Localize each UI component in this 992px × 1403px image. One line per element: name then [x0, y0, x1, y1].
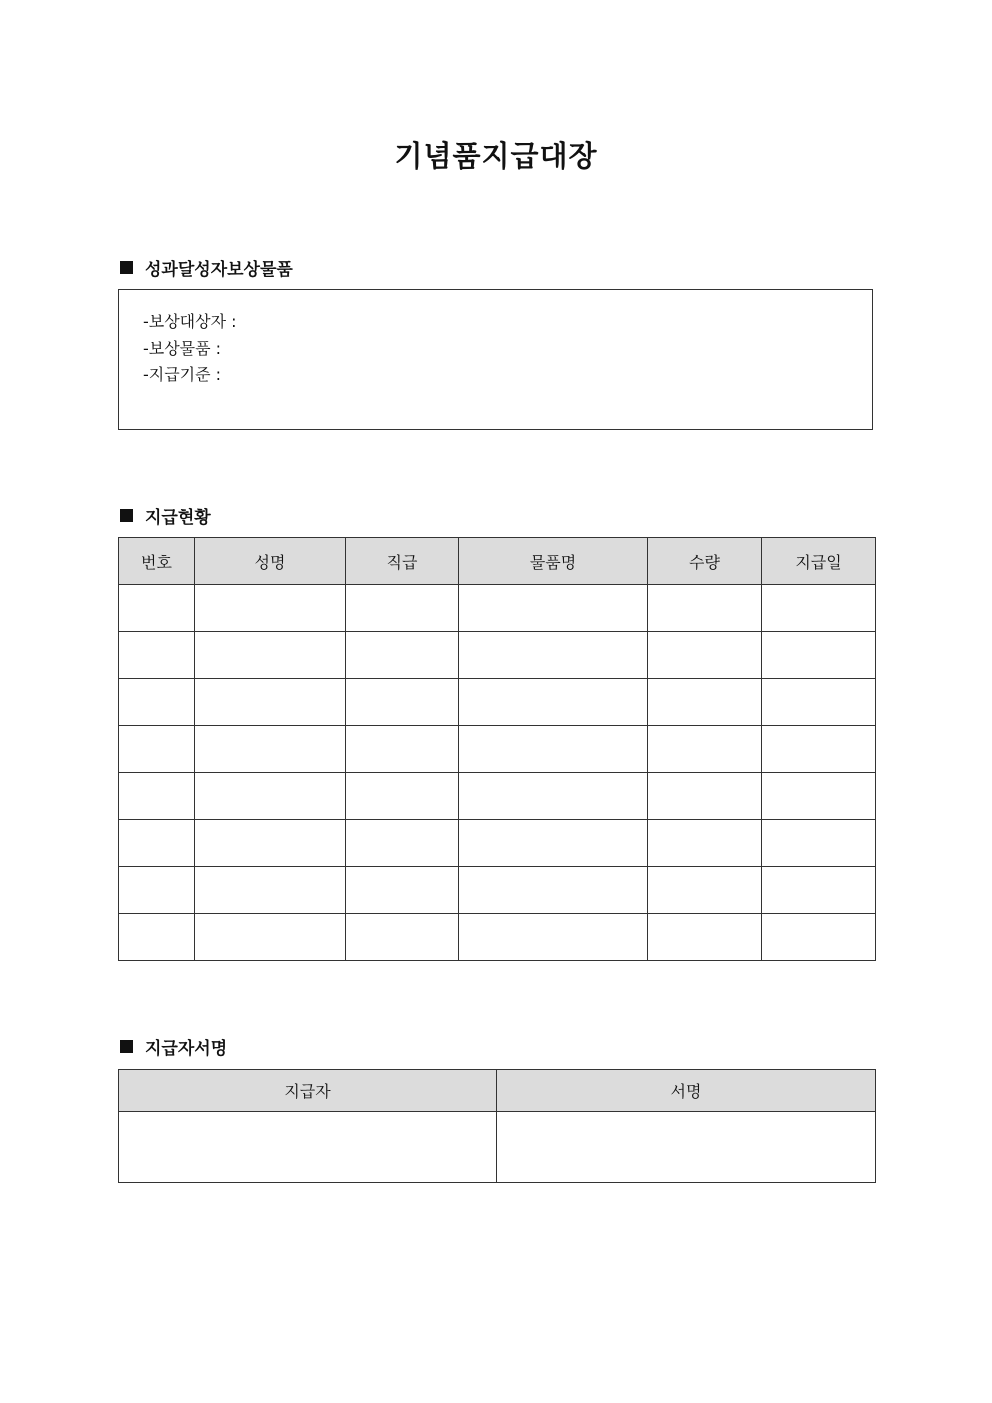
table-header-row: [119, 538, 876, 585]
table-cell[interactable]: [195, 585, 346, 632]
table-row: [119, 1112, 876, 1183]
section-heading-label: 지급자서명: [145, 1039, 228, 1059]
col-header-date: 지급일: [762, 538, 876, 585]
col-header-payer: 지급자: [119, 1070, 497, 1112]
table-cell[interactable]: [195, 820, 346, 867]
col-header-position: 직급: [346, 538, 459, 585]
table-cell[interactable]: [119, 726, 195, 773]
table-cell[interactable]: [648, 867, 762, 914]
table-cell[interactable]: [459, 679, 648, 726]
table-cell[interactable]: [346, 867, 459, 914]
table-header-row: [119, 1070, 876, 1112]
table-cell[interactable]: [459, 773, 648, 820]
reward-info-box: [118, 289, 873, 430]
table-cell[interactable]: [195, 773, 346, 820]
table-cell[interactable]: [762, 820, 876, 867]
signature-table: [118, 1069, 876, 1183]
col-header-quantity: 수량: [648, 538, 762, 585]
table-cell[interactable]: [119, 820, 195, 867]
table-cell[interactable]: [346, 679, 459, 726]
section-heading-status: [120, 503, 211, 528]
table-cell[interactable]: [497, 1112, 876, 1183]
section-heading-signature: [120, 1034, 227, 1059]
table-row: [119, 773, 876, 820]
table-cell[interactable]: [762, 773, 876, 820]
table-row: [119, 914, 876, 961]
table-cell[interactable]: [459, 867, 648, 914]
square-bullet-icon: [120, 1040, 133, 1053]
table-row: [119, 585, 876, 632]
table-cell[interactable]: [346, 914, 459, 961]
col-header-name: 성명: [195, 538, 346, 585]
table-cell[interactable]: [459, 585, 648, 632]
table-cell[interactable]: [648, 679, 762, 726]
col-header-item-name: 물품명: [459, 538, 648, 585]
table-cell[interactable]: [762, 867, 876, 914]
table-cell[interactable]: [119, 914, 195, 961]
table-cell[interactable]: [195, 679, 346, 726]
table-cell[interactable]: [459, 914, 648, 961]
table-cell[interactable]: [648, 914, 762, 961]
section-heading-label: 성과달성자보상물품: [145, 260, 293, 280]
table-cell[interactable]: [195, 914, 346, 961]
table-cell[interactable]: [195, 726, 346, 773]
reward-item-line: -보상물품 :: [143, 338, 222, 358]
table-cell[interactable]: [648, 585, 762, 632]
table-row: [119, 679, 876, 726]
table-cell[interactable]: [459, 632, 648, 679]
col-header-signature: 서명: [497, 1070, 876, 1112]
table-cell[interactable]: [195, 867, 346, 914]
reward-target-line: -보상대상자 :: [143, 312, 237, 331]
table-cell[interactable]: [762, 914, 876, 961]
table-cell[interactable]: [346, 820, 459, 867]
table-cell[interactable]: [762, 726, 876, 773]
table-cell[interactable]: [119, 679, 195, 726]
table-cell[interactable]: [195, 632, 346, 679]
table-cell[interactable]: [648, 632, 762, 679]
table-cell[interactable]: [119, 1112, 497, 1183]
reward-criteria-line: -지급기준 :: [143, 365, 222, 384]
status-table: [118, 537, 876, 961]
table-cell[interactable]: [762, 679, 876, 726]
table-cell[interactable]: [459, 726, 648, 773]
table-cell[interactable]: [346, 585, 459, 632]
page-title: 기념품지급대장: [394, 139, 598, 173]
table-cell[interactable]: [459, 820, 648, 867]
table-cell[interactable]: [119, 632, 195, 679]
table-cell[interactable]: [762, 632, 876, 679]
table-cell[interactable]: [119, 867, 195, 914]
table-cell[interactable]: [119, 773, 195, 820]
table-cell[interactable]: [648, 820, 762, 867]
table-row: [119, 726, 876, 773]
table-row: [119, 867, 876, 914]
table-cell[interactable]: [119, 585, 195, 632]
table-row: [119, 820, 876, 867]
table-cell[interactable]: [346, 773, 459, 820]
section-heading-label: 지급현황: [145, 508, 211, 528]
table-cell[interactable]: [346, 726, 459, 773]
section-heading-reward: [120, 255, 293, 280]
table-cell[interactable]: [762, 585, 876, 632]
table-cell[interactable]: [346, 632, 459, 679]
table-cell[interactable]: [648, 773, 762, 820]
square-bullet-icon: [120, 261, 133, 274]
square-bullet-icon: [120, 509, 133, 522]
table-cell[interactable]: [648, 726, 762, 773]
table-row: [119, 632, 876, 679]
col-header-number: 번호: [119, 538, 195, 585]
